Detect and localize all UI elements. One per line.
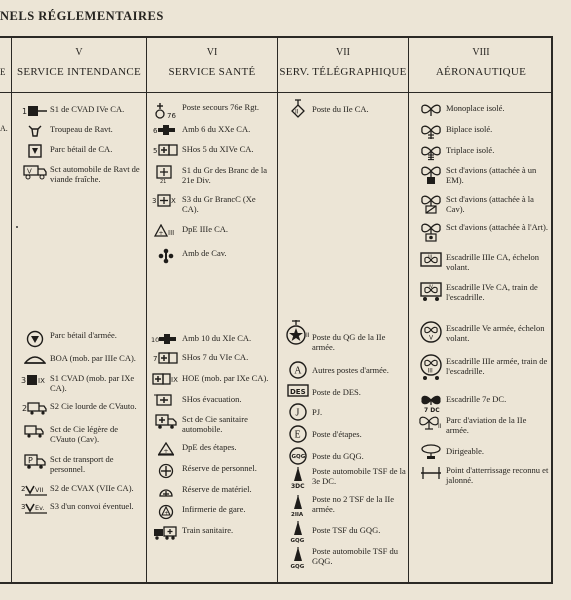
item-label: Amb 6 du XXe CA.: [182, 124, 251, 134]
list-item: [150, 165, 274, 185]
list-item: [416, 415, 549, 435]
column-divider: [11, 36, 12, 584]
list-item: [150, 124, 274, 136]
list-item: [150, 144, 274, 156]
list-item: [150, 352, 274, 364]
column-name: SERV. TÉLÉGRAPHIQUE: [279, 66, 407, 78]
telegraph-post-icon: [284, 99, 312, 119]
list-item: [284, 360, 406, 380]
dpe-icon: [150, 442, 182, 456]
item-label: S2 Cie lourde de CVauto.: [50, 401, 137, 411]
column-number: VIII: [472, 47, 490, 58]
list-item: [20, 164, 142, 184]
svg-text:2: 2: [22, 404, 28, 413]
list-item: [416, 444, 549, 460]
column-header-v: [12, 38, 146, 92]
svg-text:GQG: GQG: [291, 454, 306, 460]
column-number: VI: [206, 47, 218, 58]
list-item: [416, 320, 549, 344]
list-item: [416, 282, 549, 302]
svg-text:76: 76: [167, 112, 176, 120]
item-label: PJ.: [312, 407, 323, 417]
plane-dc-icon: [416, 394, 446, 414]
parc-square-icon: [20, 144, 50, 158]
list-item: [20, 483, 142, 497]
aviation-park-icon: [416, 415, 446, 431]
item-label: Triplace isolé.: [446, 145, 495, 155]
letter-j-circle-icon: [284, 402, 312, 422]
des-box-icon: [284, 383, 312, 399]
item-label: HOE (mob. par IXe CA).: [182, 373, 269, 383]
landing-icon: [416, 465, 446, 481]
hoe-icon: [150, 373, 182, 385]
column-header-vii: [278, 38, 408, 92]
cav-amb-icon: [150, 248, 182, 264]
item-label: Train sanitaire.: [182, 525, 234, 535]
item-label: Poste d'étapes.: [312, 429, 362, 439]
svg-text:3: 3: [21, 503, 26, 511]
item-label: S1 du Gr des Branc de la 21e Div.: [182, 165, 267, 185]
list-item: [150, 333, 274, 345]
convoy-icon: [20, 501, 50, 515]
vehicle-icon: [20, 164, 50, 180]
list-item: [416, 394, 549, 414]
truck-icon: [20, 401, 50, 415]
gqg-circle-icon: [284, 446, 312, 466]
brancard-icon: [150, 194, 182, 208]
svg-text:7 DC: 7 DC: [424, 407, 440, 414]
item-label: S3 du Gr BrancC (Xe CA).: [182, 194, 256, 214]
hospital-icon: [150, 144, 182, 156]
item-label: Point d'atterrissage reconnu et jalonné.: [446, 465, 549, 485]
brancard-icon: [150, 165, 182, 183]
column-divider: [408, 36, 409, 584]
item-label: Sct de Cie sanitaire automobile.: [182, 414, 248, 434]
item-label: Amb 10 du XIe CA.: [182, 333, 252, 343]
tsf-mast-icon: [284, 494, 312, 518]
cut-text-fragment: A.: [0, 124, 8, 133]
materiel-icon: [150, 484, 182, 498]
dirigible-icon: [416, 444, 446, 460]
list-item: [416, 165, 549, 185]
ambulance-icon: [150, 124, 182, 136]
svg-text:II: II: [438, 423, 442, 430]
item-label: Poste secours 76e Rgt.: [182, 102, 259, 112]
item-label: SHos 5 du XIVe CA.: [182, 144, 254, 154]
svg-text:P: P: [28, 456, 33, 465]
item-label: Monoplace isolé.: [446, 103, 505, 113]
list-item: [150, 484, 274, 498]
list-item: [284, 320, 406, 352]
list-item: [416, 222, 549, 242]
list-item: [284, 99, 406, 119]
item-label: Biplace isolé.: [446, 124, 493, 134]
list-item: [20, 454, 142, 474]
list-item: [150, 463, 274, 479]
plane-em-icon: [416, 165, 446, 185]
svg-text:3: 3: [152, 197, 157, 205]
biplane-icon: [416, 124, 446, 140]
sanitary-auto-icon: [150, 414, 182, 430]
list-item: [284, 494, 406, 518]
item-label: Poste du QG de la IIe armée.: [312, 332, 386, 352]
cross-post-icon: [150, 102, 182, 120]
item-label: Escadrille IIIe CA, échelon volant.: [446, 252, 539, 272]
star-circle-icon: [284, 320, 312, 346]
list-item: [20, 330, 142, 348]
column-name: AÉRONAUTIQUE: [435, 66, 527, 78]
vx-icon: [20, 483, 50, 497]
cut-heading-fragment: E: [0, 67, 6, 77]
list-item: [20, 353, 142, 365]
item-label: S1 de CVAD IVe CA.: [50, 104, 125, 114]
svg-text:3: 3: [21, 376, 27, 385]
squadron-icon: [416, 252, 446, 268]
list-item: [20, 424, 142, 444]
list-item: [20, 373, 142, 393]
column-header-viii: [409, 38, 553, 92]
column-divider: [277, 36, 278, 584]
item-label: DpE IIIe CA.: [182, 224, 229, 234]
hospital-icon: [150, 352, 182, 364]
item-label: Escadrille 7e DC.: [446, 394, 507, 404]
item-label: Parc bétail de CA.: [50, 144, 113, 154]
svg-text:II: II: [295, 108, 299, 116]
svg-text:E: E: [294, 429, 301, 441]
item-label: DpE des étapes.: [182, 442, 237, 452]
gare-icon: [150, 504, 182, 520]
evac-icon: [150, 394, 182, 406]
svg-text:VII: VII: [35, 486, 44, 494]
column-name: SERVICE INTENDANCE: [17, 66, 141, 78]
svg-text:III: III: [428, 255, 432, 260]
column-number: V: [75, 47, 83, 58]
list-item: [284, 383, 406, 399]
column-header-vi: [147, 38, 277, 92]
item-label: Poste TSF du GQG.: [312, 525, 381, 535]
flag-square-icon: [20, 104, 50, 118]
list-item: [20, 401, 142, 415]
list-item: [416, 252, 549, 272]
list-item: [416, 465, 549, 485]
item-label: Troupeau de Ravt.: [50, 124, 113, 134]
list-item: [416, 124, 549, 140]
item-label: Sct d'avions (attachée à la Cav).: [446, 194, 534, 214]
transport-icon: [20, 454, 50, 470]
svg-text:IX: IX: [171, 376, 178, 384]
list-item: [284, 424, 406, 444]
header-separator: [0, 92, 553, 93]
letter-e-circle-icon: [284, 424, 312, 444]
list-item: [284, 520, 406, 544]
svg-text:1: 1: [22, 107, 28, 116]
item-label: Poste no 2 TSF de la IIe armée.: [312, 494, 395, 514]
svg-text:3DC: 3DC: [291, 483, 305, 490]
svg-text:GQG: GQG: [290, 564, 305, 570]
svg-text:A: A: [294, 365, 302, 377]
plane-art-icon: [416, 222, 446, 242]
svg-text:Ev.: Ev.: [35, 504, 45, 512]
cow-head-icon: [20, 124, 50, 138]
item-label: Escadrille IVe CA, train de l'escadrille.: [446, 282, 538, 302]
svg-text:II: II: [306, 332, 310, 339]
svg-text:6: 6: [153, 127, 158, 135]
cow-circle-icon: [20, 330, 50, 348]
item-label: Poste automobile TSF de la 3e DC.: [312, 466, 406, 486]
ambulance-icon: [150, 333, 182, 345]
list-item: [20, 104, 142, 118]
item-label: Parc d'aviation de la IIe armée.: [446, 415, 527, 435]
flag-square-icon: [20, 373, 50, 387]
item-label: S3 d'un convoi éventuel.: [50, 501, 134, 511]
svg-text:7: 7: [153, 355, 158, 363]
list-item: [150, 525, 274, 541]
item-label: Réserve de matériel.: [182, 484, 252, 494]
column-divider: [146, 36, 147, 584]
list-item: [416, 194, 549, 214]
ink-dot: [16, 226, 18, 228]
svg-text:2IIA: 2IIA: [291, 512, 304, 518]
list-item: [150, 394, 274, 406]
list-item: [284, 402, 406, 422]
item-label: Sct d'avions (attachée à un EM).: [446, 165, 537, 185]
boa-icon: [20, 353, 50, 365]
item-label: Poste de DES.: [312, 387, 361, 397]
list-item: [20, 124, 142, 138]
letter-a-circle-icon: [284, 360, 312, 380]
list-item: [284, 466, 406, 490]
plane-cav-icon: [416, 194, 446, 214]
svg-text:X: X: [171, 197, 176, 205]
svg-text:J: J: [295, 407, 300, 419]
list-item: [150, 414, 274, 434]
item-label: Dirigeable.: [446, 446, 484, 456]
svg-text:III: III: [427, 367, 433, 375]
squadron-circle-icon: [416, 353, 446, 381]
list-item: [150, 224, 274, 238]
item-label: Réserve de personnel.: [182, 463, 257, 473]
item-label: S2 de CVAX (VIIe CA).: [50, 483, 134, 493]
svg-text:21: 21: [160, 179, 167, 183]
item-label: Escadrille IIIe armée, train de l'escadrille.: [446, 356, 548, 376]
svg-text:+: +: [163, 448, 169, 455]
item-label: Sct automobile de Ravt de viande fraîche.: [50, 164, 140, 184]
item-label: Poste du IIe CA.: [312, 104, 369, 114]
item-label: SHos évacuation.: [182, 394, 242, 404]
item-label: Sct de Cie légère de CVauto (Cav).: [50, 424, 118, 444]
tsf-mast-icon: [284, 546, 312, 570]
list-item: [150, 442, 274, 456]
item-label: Sct de transport de personnel.: [50, 454, 114, 474]
svg-text:V: V: [27, 167, 32, 176]
list-item: [284, 546, 406, 570]
item-label: Sct d'avions (attachée à l'Art).: [446, 222, 548, 232]
squadron-circle-icon: [416, 320, 446, 344]
svg-text:2: 2: [21, 485, 26, 493]
column-number: VII: [336, 47, 350, 58]
svg-text:+: +: [164, 510, 169, 517]
list-item: [416, 103, 549, 117]
truck-icon: [20, 424, 50, 438]
dpe-icon: [150, 224, 182, 238]
svg-text:V: V: [429, 334, 434, 342]
item-label: S1 CVAD (mob. par IXe CA).: [50, 373, 135, 393]
train-icon: [150, 525, 182, 541]
squadron-train-icon: [416, 282, 446, 302]
svg-text:GQG: GQG: [290, 538, 305, 544]
monoplane-icon: [416, 103, 446, 117]
item-label: Amb de Cav.: [182, 248, 227, 258]
list-item: [20, 501, 142, 515]
page-title: NELS RÉGLEMENTAIRES: [0, 9, 164, 23]
triplane-icon: [416, 145, 446, 161]
list-item: [150, 194, 274, 214]
reserve-icon: [150, 463, 182, 479]
item-label: Poste automobile TSF du GQG.: [312, 546, 399, 566]
svg-text:DES: DES: [290, 388, 306, 396]
tsf-mast-icon: [284, 466, 312, 490]
list-item: [150, 102, 274, 120]
item-label: Escadrille Ve armée, échelon volant.: [446, 323, 545, 343]
svg-text:+: +: [158, 230, 164, 237]
list-item: [20, 144, 142, 158]
svg-text:III: III: [168, 229, 175, 237]
svg-text:IV: IV: [428, 285, 433, 290]
item-label: BOA (mob. par IIIe CA).: [50, 353, 136, 363]
list-item: [416, 353, 549, 381]
list-item: [284, 446, 406, 466]
item-label: Autres postes d'armée.: [312, 365, 389, 375]
item-label: Parc bétail d'armée.: [50, 330, 117, 340]
item-label: SHos 7 du VIe CA.: [182, 352, 249, 362]
svg-text:10: 10: [151, 336, 160, 344]
column-name: SERVICE SANTÉ: [168, 66, 256, 78]
svg-text:5: 5: [153, 147, 158, 155]
svg-text:IX: IX: [38, 377, 45, 385]
item-label: Poste du GQG.: [312, 451, 364, 461]
list-item: [150, 504, 274, 520]
list-item: [150, 373, 274, 385]
item-label: Infirmerie de gare.: [182, 504, 246, 514]
list-item: [416, 145, 549, 161]
tsf-mast-icon: [284, 520, 312, 544]
list-item: [150, 248, 274, 264]
